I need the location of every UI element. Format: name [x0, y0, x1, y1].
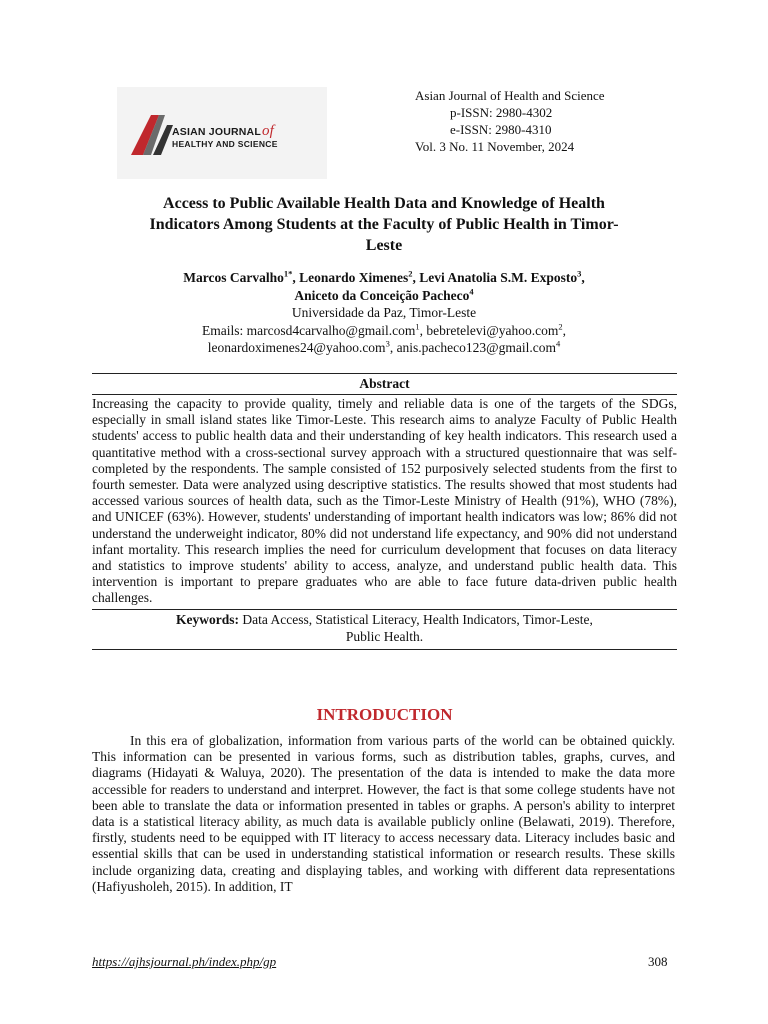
email[interactable]: , anis.pacheco123@gmail.com	[389, 340, 556, 355]
e-issn: e-ISSN: 2980-4310	[450, 122, 552, 137]
keywords	[92, 609, 677, 649]
author-sep: ,	[581, 270, 585, 285]
abstract-body: Increasing the capacity to provide quality, timely and reliable data is one of the targets of the SDGs, especially in small island states like Timor-Leste. This research aims to analyze Faculty of Public Health students' access to public health data and their understanding of key health indicators. This research used a quantitative method with a cross-sectional survey approach with a structured questionnaire that was self-completed by the respondents. The sample consisted of 152 purposively selected students from the first to fourth semester. Data were analyzed using descriptive statistics. The results showed that most students had accessed various sources of health data, such as the Timor-Leste Ministry of Health (91%), WHO (78%), and UNICEF (63%). However, students' understanding of important health indicators was low; 86% did not understand the underweight indicator, 80% did not understand life expectancy, and 90% did not understand infant mortality. This research implies the need for curriculum development that focuses on data literacy and statistics to improve students' ability to access, analyze, and understand public health data. This intervention is important to prepare graduates who are able to face future data-driven public health challenges.	[92, 396, 677, 606]
journal-info	[415, 87, 605, 155]
email-sup: 2	[558, 321, 563, 331]
journal-logo	[117, 87, 327, 179]
journal-logo-mark	[129, 111, 175, 157]
logo-text-line2: HEALTHY AND SCIENCE	[172, 139, 278, 149]
author-name: , Leonardo Ximenes	[292, 270, 409, 285]
keywords-text: Data Access, Statistical Literacy, Health Indicators, Timor-Leste,	[239, 611, 593, 627]
page-number: 308	[648, 954, 668, 969]
footer-journal-link[interactable]: https://ajhsjournal.ph/index.php/gp	[92, 954, 277, 969]
email-sup: 3	[385, 338, 390, 349]
section-heading-introduction: INTRODUCTION	[316, 705, 453, 724]
paper-title	[100, 193, 668, 256]
emails-line-2	[92, 339, 676, 357]
introduction-body: In this era of globalization, information from various parts of the world can be obtained quickly. This information can be presented in various forms, such as distribution tables, graphs, curves, and diagrams (Hidayati & Waluya, 2020). The presentation of the data is intended to make the data more accessible for readers to understand and interpret. However, the fact is that some college students have not been able to translate the data or information presented in tables or graphs. A person's ability to interpret data is a statistical literacy ability, as much data is available publicly online (Belawati, 2019). Therefore, firstly, students need to be equipped with IT literacy to access necessary data. Literacy includes basic and essential skills that can be used in understanding statistical information or research results. These skills include organizing data, creating and displaying tables, and working with different data representations (Hafiyusholeh, 2015). In addition, IT	[92, 733, 675, 894]
author-block	[92, 269, 676, 357]
volume-issue: Vol. 3 No. 11 November, 2024	[415, 139, 575, 154]
abstract-heading: Abstract	[92, 374, 677, 395]
affiliation: Universidade da Paz, Timor-Leste	[291, 305, 477, 320]
abstract-section	[92, 373, 677, 650]
email[interactable]: Emails: marcosd4carvalho@gmail.com	[201, 322, 416, 338]
journal-name: Asian Journal of Health and Science	[415, 88, 605, 103]
email-sup: 4	[555, 338, 561, 349]
author-line-2	[92, 287, 676, 305]
logo-text-line1: ASIAN JOURNALof	[172, 123, 275, 139]
email-sep: ,	[562, 322, 566, 338]
author-name: Marcos Carvalho	[183, 270, 284, 285]
p-issn: p-ISSN: 2980-4302	[450, 105, 553, 120]
author-sup: 2	[408, 268, 413, 279]
author-sup: 4	[469, 286, 474, 296]
keywords-label: Keywords:	[176, 611, 240, 627]
author-sup: 3	[577, 268, 582, 279]
author-name: , Levi Anatolia S.M. Exposto	[412, 270, 578, 285]
email[interactable]: leonardoximenes24@yahoo.com	[207, 340, 386, 355]
email-sup: 1	[415, 321, 420, 331]
author-sup: 1*	[283, 268, 293, 279]
keywords-text: Public Health.	[345, 628, 424, 644]
author-name: Aniceto da Conceição Pacheco	[294, 287, 470, 303]
title-line: Leste	[365, 237, 403, 254]
author-line-1	[92, 269, 676, 287]
title-line: Access to Public Available Health Data and Knowledge of Health	[163, 195, 605, 212]
title-line: Indicators Among Students at the Faculty of Public Health in Timor-	[149, 216, 619, 233]
email[interactable]: , bebretelevi@yahoo.com	[419, 322, 559, 338]
emails-line-1	[92, 322, 676, 340]
